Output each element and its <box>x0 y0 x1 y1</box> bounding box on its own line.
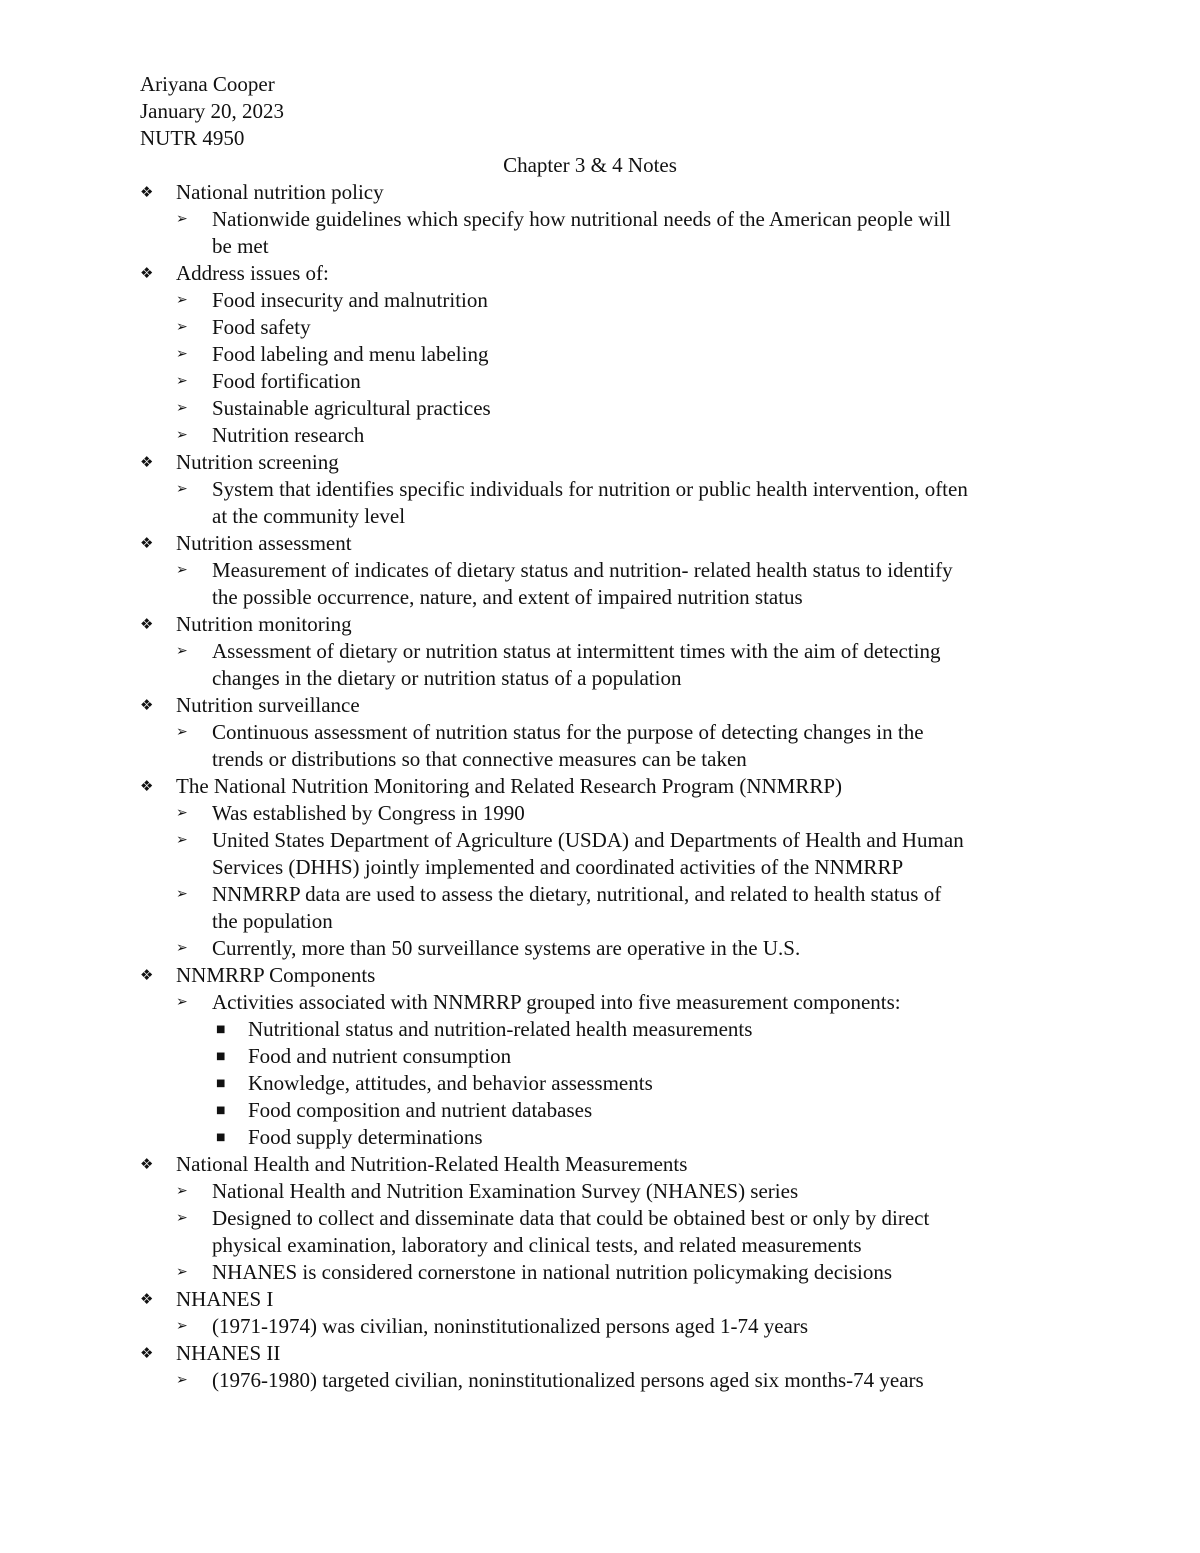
component-text: Food composition and nutrient databases <box>248 1098 593 1122</box>
section-sublist <box>176 1178 1060 1286</box>
note-item <box>176 1178 1060 1205</box>
document-title: Chapter 3 & 4 Notes <box>503 153 677 177</box>
arrow-bullet-icon: ➢ <box>176 211 188 227</box>
note-item <box>176 1367 1060 1394</box>
section-heading: Address issues of: <box>176 261 329 285</box>
note-text: System that identifies specific individuals for nutrition or public health intervention, often <box>212 477 968 501</box>
section-item <box>140 260 1060 449</box>
arrow-bullet-icon: ➢ <box>176 1264 188 1280</box>
section-heading: Nutrition surveillance <box>176 693 360 717</box>
diamond-bullet-icon: ❖ <box>140 264 154 282</box>
note-item <box>176 1205 1060 1259</box>
square-bullet-icon: ■ <box>216 1051 226 1062</box>
note-item <box>176 341 1060 368</box>
note-text: United States Department of Agriculture (USDA) and Departments of Health and Human <box>212 828 964 852</box>
section-item <box>140 773 1060 962</box>
note-text: NHANES is considered cornerstone in national nutrition policymaking decisions <box>212 1260 893 1284</box>
note-item <box>176 395 1060 422</box>
arrow-bullet-icon: ➢ <box>176 373 188 389</box>
note-item <box>176 368 1060 395</box>
arrow-bullet-icon: ➢ <box>176 1318 188 1334</box>
section-heading: Nutrition screening <box>176 450 339 474</box>
arrow-bullet-icon: ➢ <box>176 481 188 497</box>
section-item <box>140 1286 1060 1340</box>
component-item <box>212 1043 1060 1070</box>
note-text: Food safety <box>212 315 311 339</box>
note-item <box>176 287 1060 314</box>
arrow-bullet-icon: ➢ <box>176 562 188 578</box>
component-text: Food and nutrient consumption <box>248 1044 512 1068</box>
diamond-bullet-icon: ❖ <box>140 453 154 471</box>
section-heading: Nutrition assessment <box>176 531 352 555</box>
arrow-bullet-icon: ➢ <box>176 292 188 308</box>
document-date: January 20, 2023 <box>140 99 285 123</box>
note-item <box>176 476 1060 530</box>
square-bullet-icon: ■ <box>216 1024 226 1035</box>
section-heading: National nutrition policy <box>176 180 384 204</box>
section-item <box>140 449 1060 530</box>
component-item <box>212 1016 1060 1043</box>
arrow-bullet-icon: ➢ <box>176 346 188 362</box>
note-item <box>176 557 1060 611</box>
section-sublist <box>176 989 1060 1151</box>
course-code: NUTR 4950 <box>140 126 245 150</box>
note-text: Nationwide guidelines which specify how nutritional needs of the American people will <box>212 207 951 231</box>
arrow-bullet-icon: ➢ <box>176 319 188 335</box>
section-heading: Nutrition monitoring <box>176 612 352 636</box>
arrow-bullet-icon: ➢ <box>176 1183 188 1199</box>
arrow-bullet-icon: ➢ <box>176 400 188 416</box>
diamond-bullet-icon: ❖ <box>140 1155 154 1173</box>
section-sublist <box>176 638 1060 692</box>
note-item <box>176 827 1060 881</box>
square-bullet-icon: ■ <box>216 1105 226 1116</box>
note-text: the possible occurrence, nature, and extent of impaired nutrition status <box>212 585 803 609</box>
note-text: NNMRRP data are used to assess the dietary, nutritional, and related to health status of <box>212 882 942 906</box>
note-text: Services (DHHS) jointly implemented and coordinated activities of the NNMRRP <box>212 855 904 879</box>
section-sublist <box>176 1367 1060 1394</box>
arrow-bullet-icon: ➢ <box>176 886 188 902</box>
diamond-bullet-icon: ❖ <box>140 966 154 984</box>
section-heading: NHANES I <box>176 1287 274 1311</box>
note-text: Nutrition research <box>212 423 365 447</box>
section-sublist <box>176 1313 1060 1340</box>
section-item <box>140 530 1060 611</box>
diamond-bullet-icon: ❖ <box>140 183 154 201</box>
diamond-bullet-icon: ❖ <box>140 777 154 795</box>
note-text: (1971-1974) was civilian, noninstitutionalized persons aged 1-74 years <box>212 1314 809 1338</box>
arrow-bullet-icon: ➢ <box>176 994 188 1010</box>
component-text: Nutritional status and nutrition-related health measurements <box>248 1017 753 1041</box>
note-item <box>176 800 1060 827</box>
note-item <box>176 935 1060 962</box>
section-item <box>140 1340 1060 1394</box>
component-text: Food supply determinations <box>248 1125 483 1149</box>
note-text: changes in the dietary or nutrition status of a population <box>212 666 682 690</box>
note-item <box>176 314 1060 341</box>
section-item <box>140 692 1060 773</box>
arrow-bullet-icon: ➢ <box>176 724 188 740</box>
author-name: Ariyana Cooper <box>140 72 275 96</box>
note-text: Was established by Congress in 1990 <box>212 801 525 825</box>
note-text: at the community level <box>212 504 406 528</box>
diamond-bullet-icon: ❖ <box>140 696 154 714</box>
arrow-bullet-icon: ➢ <box>176 643 188 659</box>
note-text: Designed to collect and disseminate data that could be obtained best or only by direct <box>212 1206 930 1230</box>
section-item <box>140 179 1060 260</box>
note-text: National Health and Nutrition Examination Survey (NHANES) series <box>212 1179 799 1203</box>
arrow-bullet-icon: ➢ <box>176 427 188 443</box>
note-text: Currently, more than 50 surveillance systems are operative in the U.S. <box>212 936 801 960</box>
component-item <box>212 1097 1060 1124</box>
section-heading: National Health and Nutrition-Related Health Measurements <box>176 1152 688 1176</box>
note-text: Sustainable agricultural practices <box>212 396 491 420</box>
square-bullet-icon: ■ <box>216 1078 226 1089</box>
square-bullet-icon: ■ <box>216 1132 226 1143</box>
section-item <box>140 611 1060 692</box>
section-sublist <box>176 206 1060 260</box>
section-heading: NNMRRP Components <box>176 963 376 987</box>
section-item <box>140 1151 1060 1286</box>
section-heading: The National Nutrition Monitoring and Related Research Program (NNMRRP) <box>176 774 843 798</box>
component-item <box>212 1124 1060 1151</box>
note-text: Food labeling and menu labeling <box>212 342 489 366</box>
note-text: (1976-1980) targeted civilian, noninstitutionalized persons aged six months-74 years <box>212 1368 924 1392</box>
arrow-bullet-icon: ➢ <box>176 832 188 848</box>
section-heading: NHANES II <box>176 1341 281 1365</box>
component-text: Knowledge, attitudes, and behavior assessments <box>248 1071 653 1095</box>
note-text: Activities associated with NNMRRP grouped into five measurement components: <box>212 990 901 1014</box>
arrow-bullet-icon: ➢ <box>176 1372 188 1388</box>
note-text: be met <box>212 234 269 258</box>
section-sublist <box>176 476 1060 530</box>
note-text: physical examination, laboratory and clinical tests, and related measurements <box>212 1233 862 1257</box>
note-item <box>176 206 1060 260</box>
component-item <box>212 1070 1060 1097</box>
note-item <box>176 881 1060 935</box>
notes-outline <box>140 179 1060 1394</box>
diamond-bullet-icon: ❖ <box>140 534 154 552</box>
arrow-bullet-icon: ➢ <box>176 940 188 956</box>
note-text: Measurement of indicates of dietary status and nutrition- related health status to identify <box>212 558 953 582</box>
diamond-bullet-icon: ❖ <box>140 1344 154 1362</box>
note-text: trends or distributions so that connective measures can be taken <box>212 747 747 771</box>
note-text: the population <box>212 909 333 933</box>
section-item <box>140 962 1060 1151</box>
arrow-bullet-icon: ➢ <box>176 805 188 821</box>
section-sublist <box>176 800 1060 962</box>
note-item <box>176 1259 1060 1286</box>
section-sublist <box>176 287 1060 449</box>
note-item <box>176 638 1060 692</box>
note-text: Food fortification <box>212 369 361 393</box>
arrow-bullet-icon: ➢ <box>176 1210 188 1226</box>
note-text: Food insecurity and malnutrition <box>212 288 488 312</box>
note-item <box>176 719 1060 773</box>
component-list <box>212 1016 1060 1151</box>
note-item <box>176 422 1060 449</box>
section-sublist <box>176 557 1060 611</box>
diamond-bullet-icon: ❖ <box>140 615 154 633</box>
note-item <box>176 1313 1060 1340</box>
note-item <box>176 989 1060 1151</box>
note-text: Assessment of dietary or nutrition status at intermittent times with the aim of detecting <box>212 639 941 663</box>
note-text: Continuous assessment of nutrition status for the purpose of detecting changes in the <box>212 720 924 744</box>
diamond-bullet-icon: ❖ <box>140 1290 154 1308</box>
section-sublist <box>176 719 1060 773</box>
